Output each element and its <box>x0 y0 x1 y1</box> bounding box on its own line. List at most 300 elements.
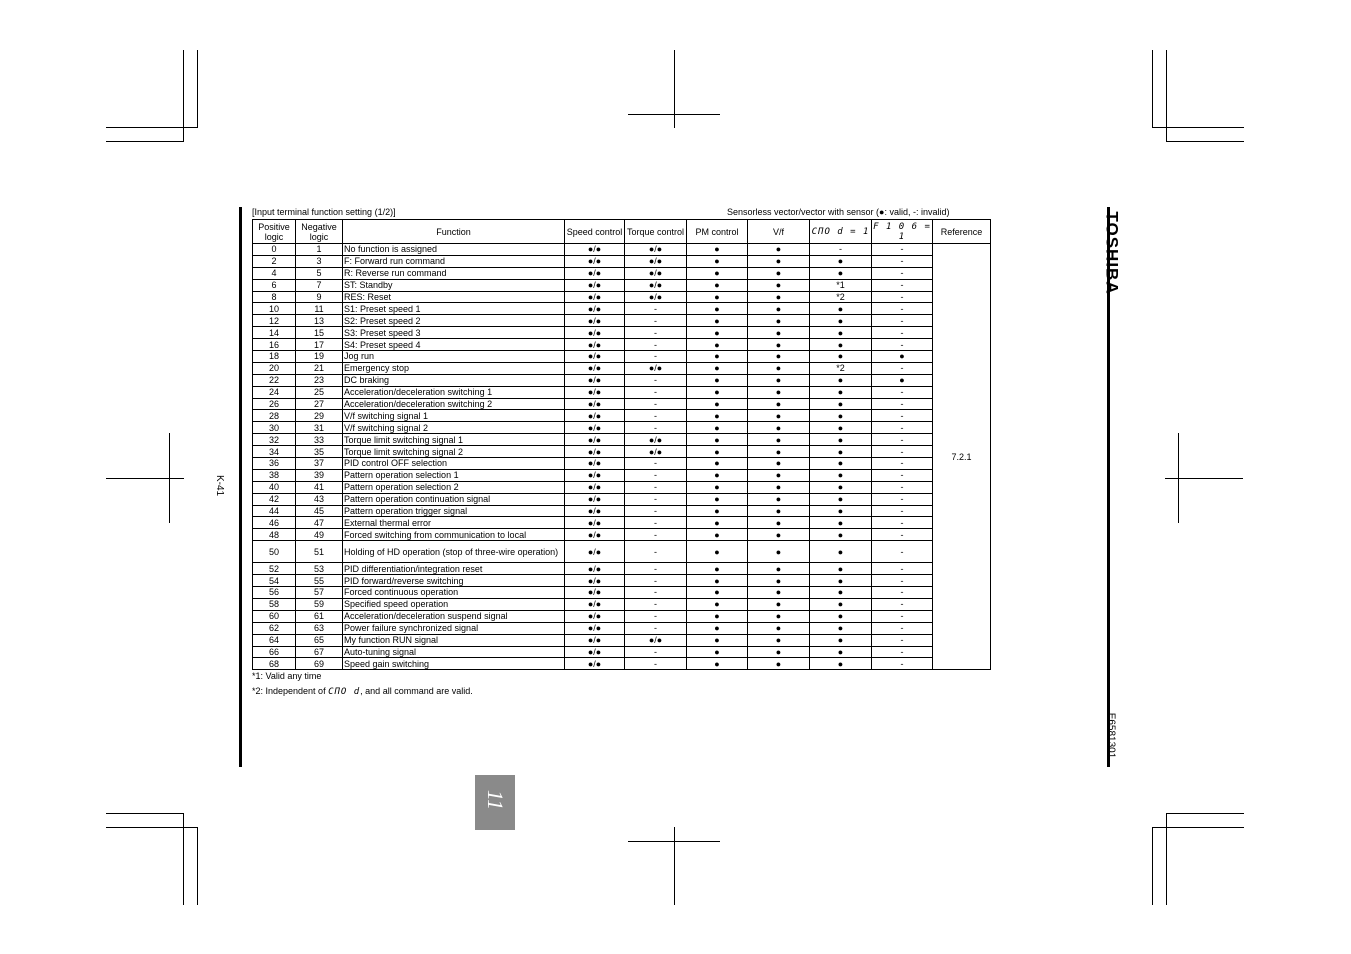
pm-control-cell: ● <box>687 398 748 410</box>
pm-control-cell: ● <box>687 541 748 563</box>
torque-control-cell: - <box>625 622 687 634</box>
negative-logic-cell: 5 <box>296 267 343 279</box>
positive-logic-cell: 40 <box>253 481 296 493</box>
fmod-cell: - <box>872 303 933 315</box>
vf-cell: ● <box>748 327 810 339</box>
fmod-cell: - <box>872 255 933 267</box>
function-cell: Power failure synchronized signal <box>343 622 565 634</box>
cmod-cell: ● <box>810 481 872 493</box>
vf-cell: ● <box>748 481 810 493</box>
negative-logic-cell: 41 <box>296 481 343 493</box>
brand-logo: TOSHIBA <box>1102 211 1122 295</box>
table-row <box>253 622 991 634</box>
speed-control-cell: ●/● <box>565 563 625 575</box>
fmod-cell: - <box>872 598 933 610</box>
vf-cell: ● <box>748 505 810 517</box>
fmod-cell: - <box>872 446 933 458</box>
negative-logic-cell: 11 <box>296 303 343 315</box>
negative-logic-cell: 31 <box>296 422 343 434</box>
positive-logic-cell: 50 <box>253 541 296 563</box>
function-cell: External thermal error <box>343 517 565 529</box>
pm-control-cell: ● <box>687 646 748 658</box>
pm-control-cell: ● <box>687 279 748 291</box>
function-cell: DC braking <box>343 374 565 386</box>
pm-control-cell: ● <box>687 362 748 374</box>
torque-control-cell: - <box>625 505 687 517</box>
table-row <box>253 291 991 303</box>
torque-control-cell: - <box>625 458 687 470</box>
negative-logic-cell: 1 <box>296 244 343 256</box>
fmod-cell: - <box>872 422 933 434</box>
positive-logic-cell: 20 <box>253 362 296 374</box>
positive-logic-cell: 66 <box>253 646 296 658</box>
speed-control-cell: ●/● <box>565 529 625 541</box>
vf-cell: ● <box>748 622 810 634</box>
pm-control-cell: ● <box>687 505 748 517</box>
speed-control-cell: ●/● <box>565 422 625 434</box>
speed-control-cell: ●/● <box>565 315 625 327</box>
cmod-cell: ● <box>810 646 872 658</box>
speed-control-cell: ●/● <box>565 410 625 422</box>
negative-logic-cell: 47 <box>296 517 343 529</box>
torque-control-cell: - <box>625 646 687 658</box>
cmod-cell: ● <box>810 422 872 434</box>
cmod-cell: ● <box>810 610 872 622</box>
function-cell: S1: Preset speed 1 <box>343 303 565 315</box>
pm-control-cell: ● <box>687 327 748 339</box>
left-margin-rule <box>239 207 242 767</box>
table-row <box>253 563 991 575</box>
cmod-cell: ● <box>810 658 872 670</box>
fmod-cell: - <box>872 575 933 587</box>
function-cell: My function RUN signal <box>343 634 565 646</box>
speed-control-cell: ●/● <box>565 481 625 493</box>
positive-logic-cell: 68 <box>253 658 296 670</box>
negative-logic-cell: 23 <box>296 374 343 386</box>
speed-control-cell: ●/● <box>565 351 625 363</box>
torque-control-cell: - <box>625 493 687 505</box>
table-row <box>253 505 991 517</box>
positive-logic-cell: 28 <box>253 410 296 422</box>
cmod-cell: ● <box>810 351 872 363</box>
pm-control-cell: ● <box>687 622 748 634</box>
cmod-cell: ● <box>810 303 872 315</box>
pm-control-cell: ● <box>687 575 748 587</box>
negative-logic-cell: 39 <box>296 469 343 481</box>
pm-control-cell: ● <box>687 351 748 363</box>
positive-logic-cell: 18 <box>253 351 296 363</box>
torque-control-cell: ●/● <box>625 267 687 279</box>
table-row <box>253 598 991 610</box>
table-row <box>253 481 991 493</box>
positive-logic-cell: 6 <box>253 279 296 291</box>
vf-cell: ● <box>748 575 810 587</box>
negative-logic-cell: 61 <box>296 610 343 622</box>
positive-logic-cell: 62 <box>253 622 296 634</box>
pm-control-cell: ● <box>687 291 748 303</box>
table-row <box>253 493 991 505</box>
cmod-cell: *2 <box>810 291 872 303</box>
reference-cell: 7.2.1 <box>933 244 991 670</box>
pm-control-cell: ● <box>687 374 748 386</box>
col-header-torque: Torque control <box>625 220 687 244</box>
fmod-cell: - <box>872 291 933 303</box>
torque-control-cell: - <box>625 374 687 386</box>
speed-control-cell: ●/● <box>565 587 625 599</box>
speed-control-cell: ●/● <box>565 267 625 279</box>
pm-control-cell: ● <box>687 386 748 398</box>
function-cell: Auto-tuning signal <box>343 646 565 658</box>
fmod-cell: - <box>872 634 933 646</box>
function-cell: R: Reverse run command <box>343 267 565 279</box>
pm-control-cell: ● <box>687 587 748 599</box>
vf-cell: ● <box>748 587 810 599</box>
cmod-cell: ● <box>810 563 872 575</box>
vf-cell: ● <box>748 610 810 622</box>
torque-control-cell: ●/● <box>625 446 687 458</box>
function-cell: Holding of HD operation (stop of three-wire operation) <box>343 541 565 563</box>
speed-control-cell: ●/● <box>565 339 625 351</box>
pm-control-cell: ● <box>687 303 748 315</box>
function-cell: Emergency stop <box>343 362 565 374</box>
speed-control-cell: ●/● <box>565 658 625 670</box>
positive-logic-cell: 4 <box>253 267 296 279</box>
speed-control-cell: ●/● <box>565 646 625 658</box>
pm-control-cell: ● <box>687 529 748 541</box>
pm-control-cell: ● <box>687 446 748 458</box>
positive-logic-cell: 44 <box>253 505 296 517</box>
vf-cell: ● <box>748 658 810 670</box>
negative-logic-cell: 13 <box>296 315 343 327</box>
speed-control-cell: ●/● <box>565 458 625 470</box>
table-row <box>253 255 991 267</box>
fmod-cell: - <box>872 469 933 481</box>
function-cell: ST: Standby <box>343 279 565 291</box>
negative-logic-cell: 53 <box>296 563 343 575</box>
speed-control-cell: ●/● <box>565 398 625 410</box>
vf-cell: ● <box>748 267 810 279</box>
pm-control-cell: ● <box>687 563 748 575</box>
fmod-cell: - <box>872 339 933 351</box>
torque-control-cell: - <box>625 386 687 398</box>
function-cell: S4: Preset speed 4 <box>343 339 565 351</box>
document-code: E6581301 <box>1105 712 1117 759</box>
positive-logic-cell: 34 <box>253 446 296 458</box>
negative-logic-cell: 33 <box>296 434 343 446</box>
torque-control-cell: - <box>625 563 687 575</box>
fmod-cell: - <box>872 622 933 634</box>
function-cell: F: Forward run command <box>343 255 565 267</box>
vf-cell: ● <box>748 279 810 291</box>
vf-cell: ● <box>748 351 810 363</box>
cmod-cell: ● <box>810 386 872 398</box>
vf-cell: ● <box>748 563 810 575</box>
negative-logic-cell: 69 <box>296 658 343 670</box>
positive-logic-cell: 16 <box>253 339 296 351</box>
function-cell: S2: Preset speed 2 <box>343 315 565 327</box>
col-header-negative: Negative logic <box>296 220 343 244</box>
pm-control-cell: ● <box>687 598 748 610</box>
function-cell: Jog run <box>343 351 565 363</box>
fmod-cell: - <box>872 541 933 563</box>
torque-control-cell: ●/● <box>625 291 687 303</box>
function-cell: Pattern operation continuation signal <box>343 493 565 505</box>
vf-cell: ● <box>748 634 810 646</box>
speed-control-cell: ●/● <box>565 244 625 256</box>
mode-legend: Sensorless vector/vector with sensor (●: valid, -: invalid) <box>727 207 950 217</box>
cmod-cell: ● <box>810 598 872 610</box>
torque-control-cell: - <box>625 541 687 563</box>
vf-cell: ● <box>748 458 810 470</box>
table-row <box>253 279 991 291</box>
speed-control-cell: ●/● <box>565 634 625 646</box>
negative-logic-cell: 37 <box>296 458 343 470</box>
input-terminal-function-table <box>252 219 991 670</box>
negative-logic-cell: 65 <box>296 634 343 646</box>
fmod-cell: - <box>872 658 933 670</box>
cmod-cell: ● <box>810 398 872 410</box>
col-header-vf: V/f <box>748 220 810 244</box>
col-header-pm: PM control <box>687 220 748 244</box>
table-row <box>253 517 991 529</box>
fmod-cell: - <box>872 434 933 446</box>
pm-control-cell: ● <box>687 481 748 493</box>
cmod-cell: ● <box>810 541 872 563</box>
table-row <box>253 541 991 563</box>
fmod-cell: - <box>872 481 933 493</box>
table-row <box>253 658 991 670</box>
page-number: K-41 <box>214 474 226 497</box>
speed-control-cell: ●/● <box>565 327 625 339</box>
vf-cell: ● <box>748 446 810 458</box>
table-row <box>253 374 991 386</box>
pm-control-cell: ● <box>687 267 748 279</box>
cmod-cell: *1 <box>810 279 872 291</box>
cmod-cell: ● <box>810 374 872 386</box>
table-row <box>253 244 991 256</box>
table-body <box>253 244 991 670</box>
negative-logic-cell: 19 <box>296 351 343 363</box>
speed-control-cell: ●/● <box>565 575 625 587</box>
function-cell: Forced continuous operation <box>343 587 565 599</box>
positive-logic-cell: 60 <box>253 610 296 622</box>
vf-cell: ● <box>748 517 810 529</box>
speed-control-cell: ●/● <box>565 279 625 291</box>
speed-control-cell: ●/● <box>565 541 625 563</box>
chapter-number: 11 <box>483 789 508 811</box>
vf-cell: ● <box>748 339 810 351</box>
table-row <box>253 267 991 279</box>
cmod-cell: ● <box>810 517 872 529</box>
speed-control-cell: ●/● <box>565 446 625 458</box>
pm-control-cell: ● <box>687 410 748 422</box>
cmod-cell: ● <box>810 529 872 541</box>
speed-control-cell: ●/● <box>565 469 625 481</box>
vf-cell: ● <box>748 303 810 315</box>
table-row <box>253 610 991 622</box>
torque-control-cell: ●/● <box>625 434 687 446</box>
torque-control-cell: ●/● <box>625 255 687 267</box>
speed-control-cell: ●/● <box>565 505 625 517</box>
positive-logic-cell: 36 <box>253 458 296 470</box>
speed-control-cell: ●/● <box>565 291 625 303</box>
vf-cell: ● <box>748 386 810 398</box>
pm-control-cell: ● <box>687 610 748 622</box>
vf-cell: ● <box>748 422 810 434</box>
positive-logic-cell: 46 <box>253 517 296 529</box>
negative-logic-cell: 55 <box>296 575 343 587</box>
negative-logic-cell: 27 <box>296 398 343 410</box>
fmod-cell: - <box>872 505 933 517</box>
negative-logic-cell: 15 <box>296 327 343 339</box>
torque-control-cell: - <box>625 587 687 599</box>
table-row <box>253 327 991 339</box>
col-header-function: Function <box>343 220 565 244</box>
chapter-tab <box>475 775 515 830</box>
table-row <box>253 458 991 470</box>
vf-cell: ● <box>748 646 810 658</box>
positive-logic-cell: 42 <box>253 493 296 505</box>
positive-logic-cell: 48 <box>253 529 296 541</box>
cmod-cell: ● <box>810 469 872 481</box>
table-row <box>253 646 991 658</box>
torque-control-cell: - <box>625 517 687 529</box>
pm-control-cell: ● <box>687 315 748 327</box>
torque-control-cell: - <box>625 315 687 327</box>
pm-control-cell: ● <box>687 458 748 470</box>
speed-control-cell: ●/● <box>565 493 625 505</box>
function-cell: V/f switching signal 1 <box>343 410 565 422</box>
negative-logic-cell: 3 <box>296 255 343 267</box>
function-cell: Specified speed operation <box>343 598 565 610</box>
cmod-cell: ● <box>810 255 872 267</box>
positive-logic-cell: 32 <box>253 434 296 446</box>
pm-control-cell: ● <box>687 255 748 267</box>
torque-control-cell: - <box>625 529 687 541</box>
positive-logic-cell: 26 <box>253 398 296 410</box>
footnote-1: *1: Valid any time <box>252 671 322 681</box>
speed-control-cell: ●/● <box>565 610 625 622</box>
pm-control-cell: ● <box>687 244 748 256</box>
footnote-2-param: СПО d <box>328 687 361 697</box>
function-cell: PID forward/reverse switching <box>343 575 565 587</box>
fmod-cell: - <box>872 563 933 575</box>
function-cell: Acceleration/deceleration switching 1 <box>343 386 565 398</box>
positive-logic-cell: 0 <box>253 244 296 256</box>
function-cell: Acceleration/deceleration suspend signal <box>343 610 565 622</box>
col-header-positive: Positive logic <box>253 220 296 244</box>
torque-control-cell: - <box>625 658 687 670</box>
pm-control-cell: ● <box>687 517 748 529</box>
col-header-reference: Reference <box>933 220 991 244</box>
cmod-cell: ● <box>810 267 872 279</box>
table-row <box>253 446 991 458</box>
vf-cell: ● <box>748 244 810 256</box>
torque-control-cell: - <box>625 610 687 622</box>
fmod-cell: - <box>872 587 933 599</box>
positive-logic-cell: 24 <box>253 386 296 398</box>
cmod-cell: ● <box>810 505 872 517</box>
fmod-cell: - <box>872 458 933 470</box>
table-header-row <box>253 220 991 244</box>
speed-control-cell: ●/● <box>565 622 625 634</box>
function-cell: No function is assigned <box>343 244 565 256</box>
function-cell: RES: Reset <box>343 291 565 303</box>
fmod-cell: ● <box>872 351 933 363</box>
positive-logic-cell: 52 <box>253 563 296 575</box>
table-row <box>253 587 991 599</box>
function-cell: Torque limit switching signal 2 <box>343 446 565 458</box>
cmod-cell: - <box>810 244 872 256</box>
vf-cell: ● <box>748 315 810 327</box>
vf-cell: ● <box>748 362 810 374</box>
cmod-cell: ● <box>810 446 872 458</box>
torque-control-cell: ●/● <box>625 362 687 374</box>
function-cell: Torque limit switching signal 1 <box>343 434 565 446</box>
cmod-cell: ● <box>810 458 872 470</box>
table-row <box>253 303 991 315</box>
cmod-cell: ● <box>810 587 872 599</box>
negative-logic-cell: 9 <box>296 291 343 303</box>
negative-logic-cell: 25 <box>296 386 343 398</box>
fmod-cell: - <box>872 646 933 658</box>
positive-logic-cell: 56 <box>253 587 296 599</box>
vf-cell: ● <box>748 469 810 481</box>
fmod-cell: - <box>872 410 933 422</box>
vf-cell: ● <box>748 434 810 446</box>
torque-control-cell: - <box>625 469 687 481</box>
fmod-cell: ● <box>872 374 933 386</box>
speed-control-cell: ●/● <box>565 517 625 529</box>
vf-cell: ● <box>748 410 810 422</box>
col-header-cmod: СПО d = 1 <box>810 220 872 244</box>
cmod-cell: ● <box>810 434 872 446</box>
function-cell: Pattern operation selection 2 <box>343 481 565 493</box>
vf-cell: ● <box>748 541 810 563</box>
table-row <box>253 529 991 541</box>
torque-control-cell: ●/● <box>625 244 687 256</box>
torque-control-cell: - <box>625 303 687 315</box>
positive-logic-cell: 12 <box>253 315 296 327</box>
table-row <box>253 351 991 363</box>
table-row <box>253 434 991 446</box>
positive-logic-cell: 14 <box>253 327 296 339</box>
function-cell: Forced switching from communication to local <box>343 529 565 541</box>
pm-control-cell: ● <box>687 634 748 646</box>
positive-logic-cell: 22 <box>253 374 296 386</box>
table-row <box>253 410 991 422</box>
negative-logic-cell: 63 <box>296 622 343 634</box>
speed-control-cell: ●/● <box>565 386 625 398</box>
table-row <box>253 339 991 351</box>
positive-logic-cell: 30 <box>253 422 296 434</box>
table-row <box>253 386 991 398</box>
cmod-cell: ● <box>810 634 872 646</box>
cmod-cell: ● <box>810 327 872 339</box>
negative-logic-cell: 51 <box>296 541 343 563</box>
table-row <box>253 362 991 374</box>
col-header-speed: Speed control <box>565 220 625 244</box>
speed-control-cell: ●/● <box>565 303 625 315</box>
cmod-cell: ● <box>810 622 872 634</box>
fmod-cell: - <box>872 267 933 279</box>
table-row <box>253 422 991 434</box>
positive-logic-cell: 10 <box>253 303 296 315</box>
table-row <box>253 315 991 327</box>
speed-control-cell: ●/● <box>565 434 625 446</box>
positive-logic-cell: 64 <box>253 634 296 646</box>
function-cell: PID differentiation/integration reset <box>343 563 565 575</box>
